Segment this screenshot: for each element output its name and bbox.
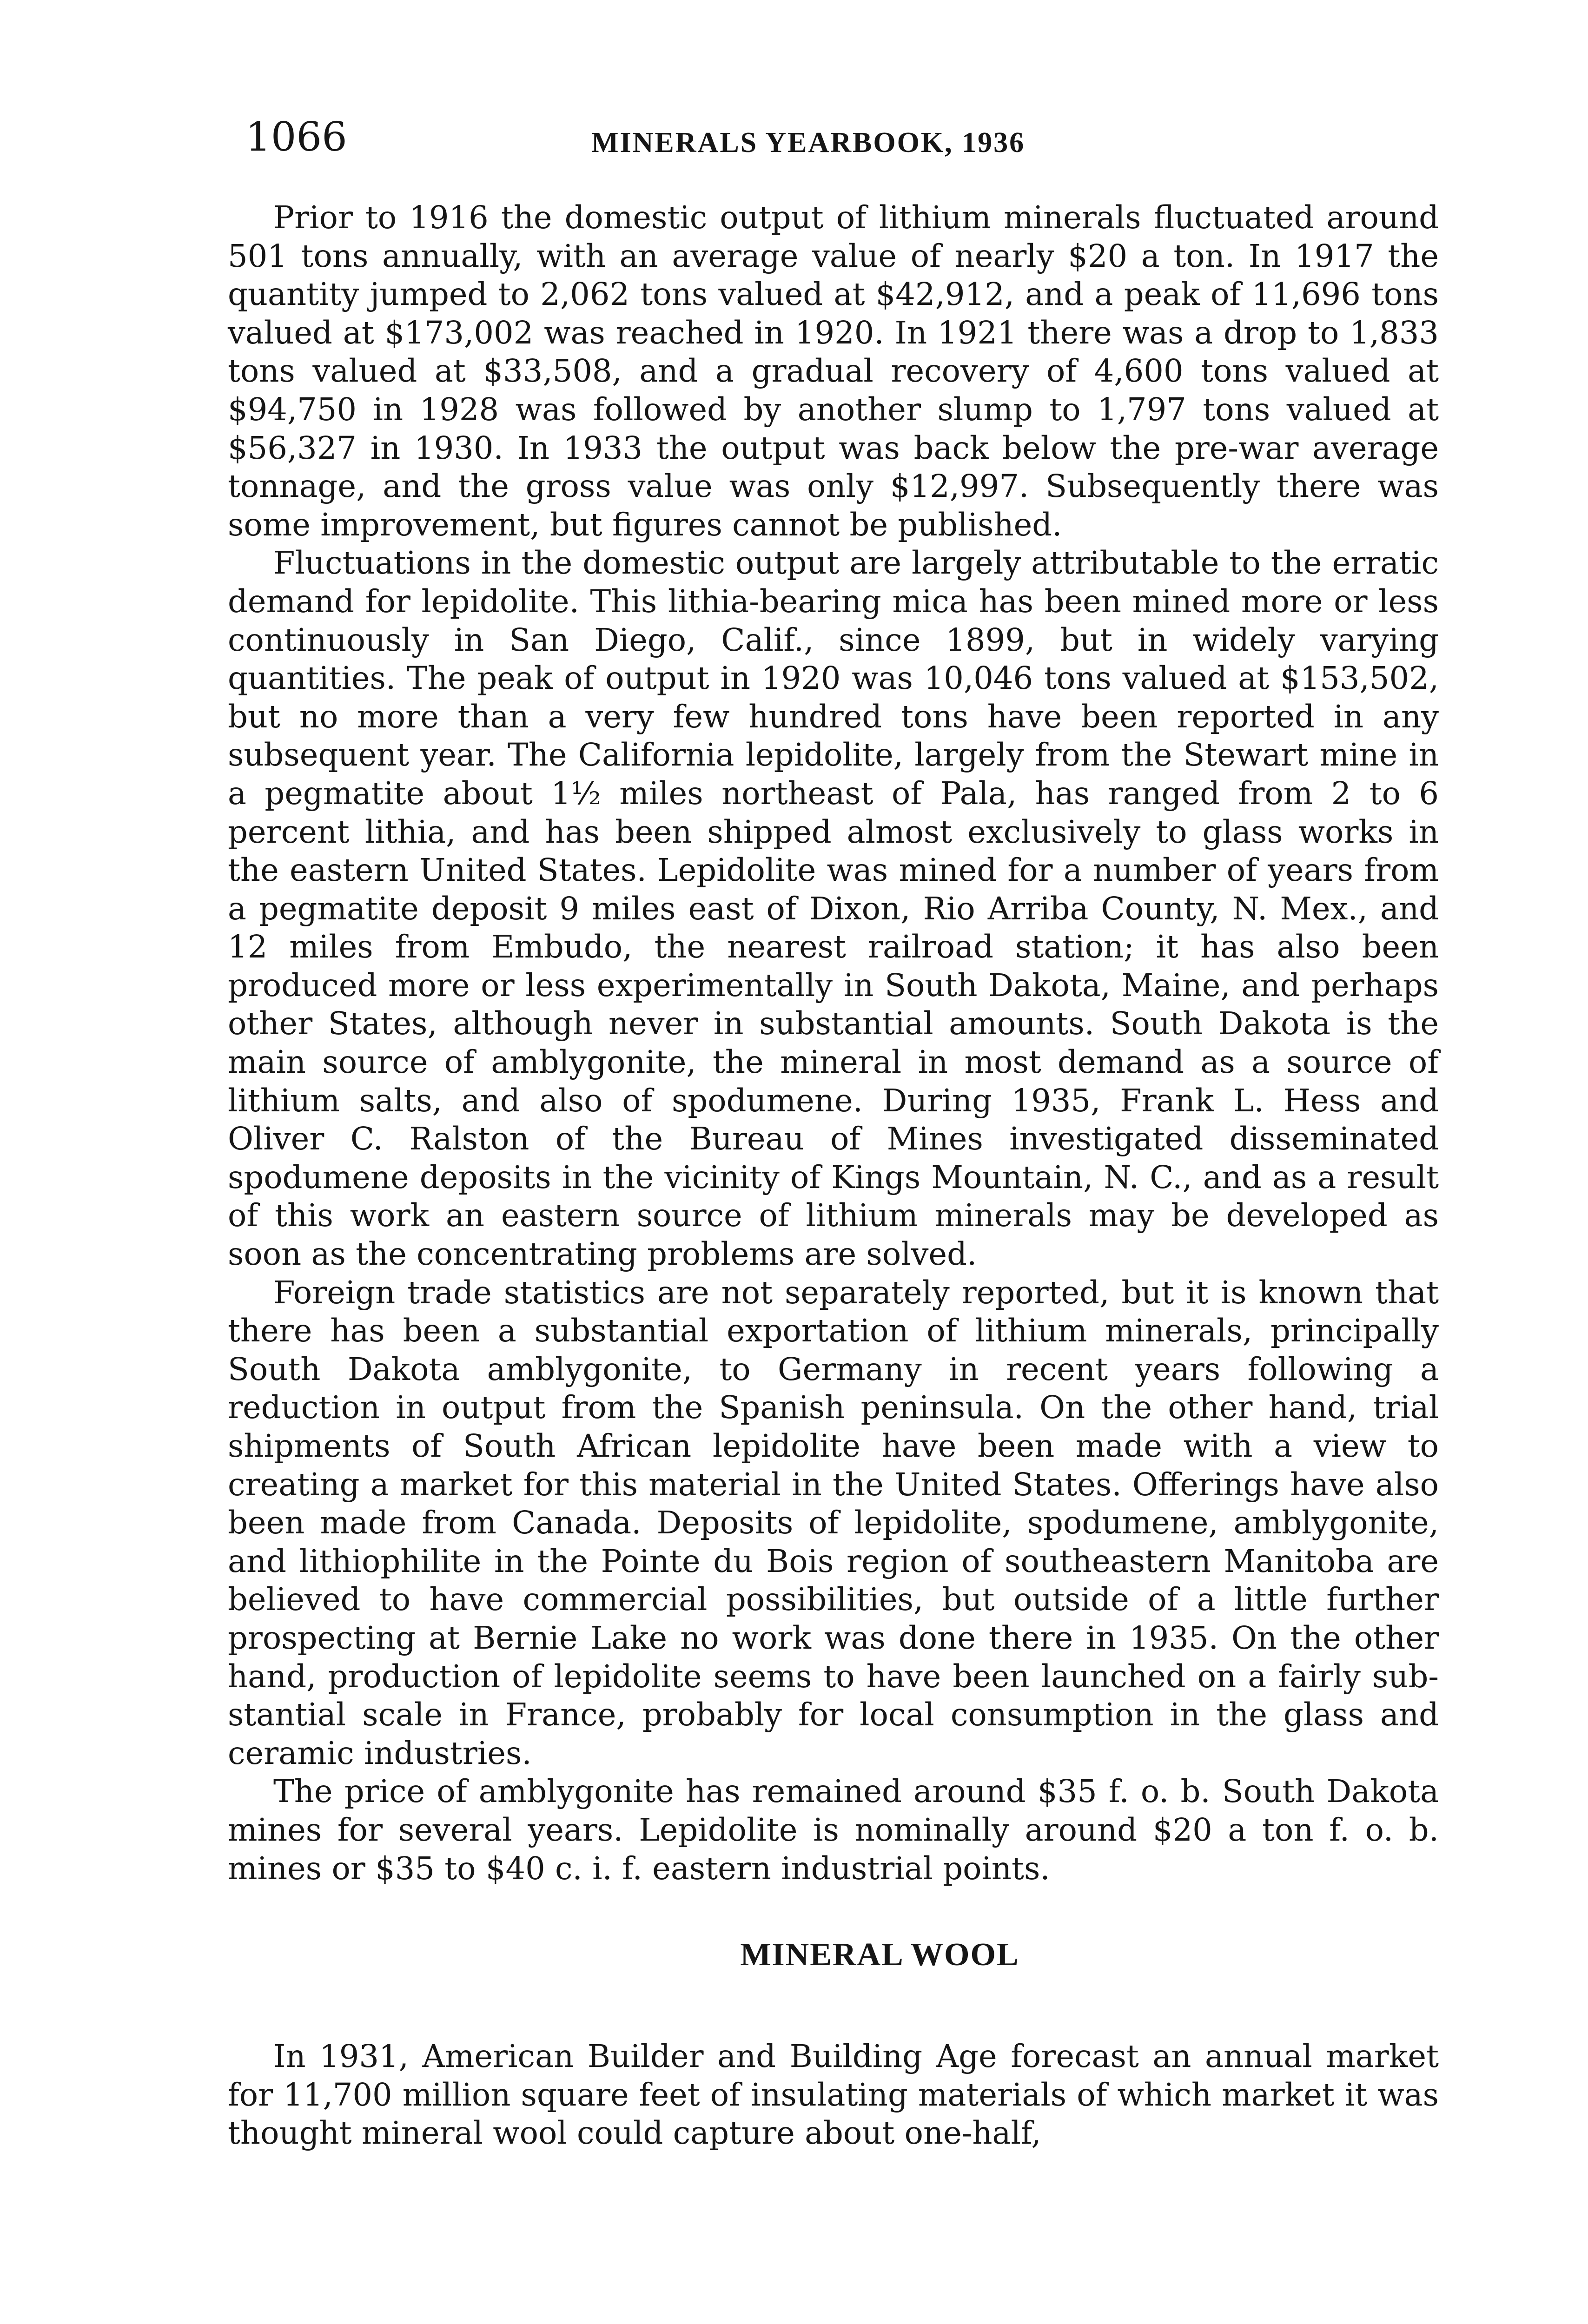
paragraph-mineral-wool: In 1931, American Builder and Building Age forecast an annual market for 11,700 million square feet of insulating materials of which market it was thought mineral wool could capture about one-half, [228, 2038, 1439, 2152]
paragraph-prices: The price of amblygonite has remained around $35 f. o. b. South Dakota mines for several years. Lepidolite is nominally around $20 a ton f. o. b. mines or $35 to $40 c. i. f. eastern industrial points. [228, 1773, 1439, 1887]
section-heading-mineral-wool: MINERAL WOOL [740, 1937, 1019, 1973]
running-head [245, 114, 1426, 179]
body-text [228, 198, 1439, 2152]
running-head-title: MINERALS YEARBOOK, 1936 [591, 127, 1026, 158]
paragraph-foreign-trade: Foreign trade statistics are not separately reported, but it is known that there has been a substantial exportation of lithium minerals, principally South Dakota amblygonite, to Germany in recent years following a reduction in output from the Spanish peninsula. On the other hand, trial shipments of South African lepidolite have been made with a view to creating a market for this material in the United States. Offerings have also been made from Canada. Deposits of lepidolite, spodumene, amblygonite, and lithiophilite in the Pointe du Bois region of southeastern Manitoba are believed to have commercial possibilities, but outside of a little further prospecting at Bernie Lake no work was done there in 1935. On the other hand, production of lepidolite seems to have been launched on a fairly substantial scale in France, probably for local consumption in the glass and ceramic industries. [228, 1274, 1439, 1771]
paragraph-lepidolite-demand: Fluctuations in the domestic output are largely attributable to the erratic demand for lepidolite. This lithia-bearing mica has been mined more or less continuously in San Diego, Calif., since 1899, but in widely varying quantities. The peak of output in 1920 was 10,046 tons valued at $153,502, but no more than a very few hundred tons have been reported in any subsequent year. The California lepidolite, largely from the Stewart mine in a pegmatite about 1½ miles northeast of Pala, has ranged from 2 to 6 percent lithia, and has been shipped almost exclusively to glass works in the eastern United States. Lepidolite was mined for a number of years from a pegmatite deposit 9 miles east of Dixon, Rio Arriba County, N. Mex., and 12 miles from Embudo, the nearest railroad station; it has also been produced more or less experimentally in South Dakota, Maine, and perhaps other States, although never in substantial amounts. South Dakota is the main source of amblygonite, the mineral in most demand as a source of lithium salts, and also of spodumene. During 1935, Frank L. Hess and Oliver C. Ralston of the Bureau of Mines investigated disseminated spodumene deposits in the vicinity of Kings Mountain, N. C., and as a result of this work an eastern source of lithium minerals may be developed as soon as the concentrating problems are solved. [228, 545, 1439, 1273]
page-number: 1066 [245, 114, 347, 160]
paragraph-lithium-output: Prior to 1916 the domestic output of lithium minerals fluctuated around 501 tons annually, with an average value of nearly $20 a ton. In 1917 the quantity jumped to 2,062 tons valued at $42,912, and a peak of 11,696 tons valued at $173,002 was reached in 1920. In 1921 there was a drop to 1,833 tons valued at $33,508, and a gradual recovery of 4,600 tons valued at $94,750 in 1928 was followed by another slump to 1,797 tons valued at $56,327 in 1930. In 1933 the output was back below the pre-war average tonnage, and the gross value was only $12,997. Subsequently there was some improvement, but figures cannot be published. [228, 199, 1439, 543]
